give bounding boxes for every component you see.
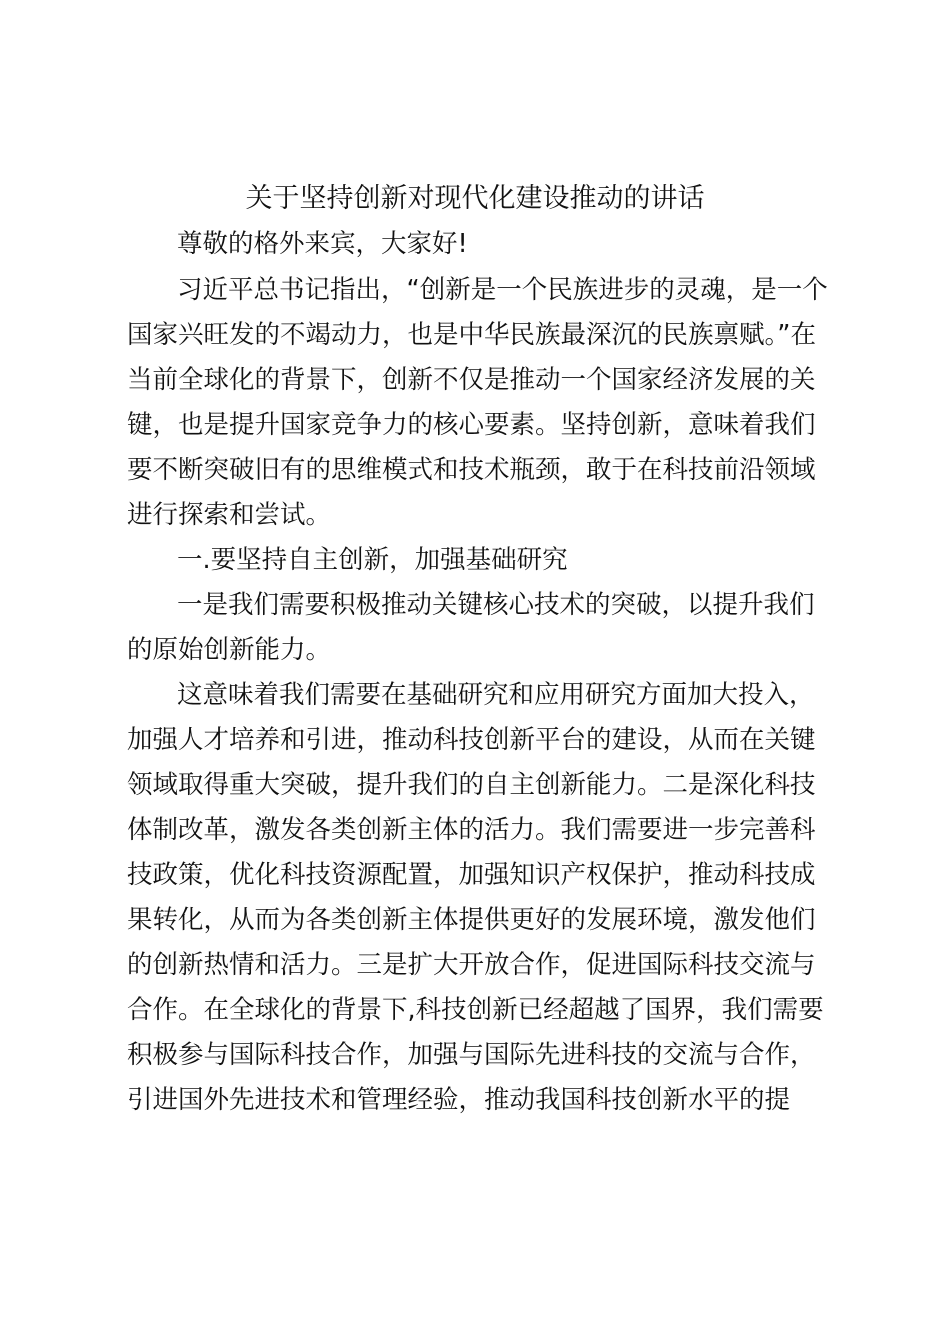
text-line: 习近平总书记指出，“创新是一个民族进步的灵魂，是一个 — [177, 275, 828, 305]
text-line: 键，也是提升国家竞争力的核心要素。坚持创新，意味着我们 — [127, 410, 816, 440]
text-line: 引进国外先进技术和管理经验，推动我国科技创新水平的提 — [127, 1085, 791, 1115]
text-line: 当前全球化的背景下，创新不仅是推动一个国家经济发展的关 — [127, 365, 816, 395]
text-line: 体制改革，激发各类创新主体的活力。我们需要进一步完善科 — [127, 815, 816, 845]
text-line: 进行探索和尝试。 — [127, 500, 332, 530]
greeting-line: 尊敬的格外来宾，大家好! — [177, 229, 468, 259]
text-line: 加强人才培养和引进，推动科技创新平台的建设，从而在关键 — [127, 725, 816, 755]
text-line: 要不断突破旧有的思维模式和技术瓶颈，敢于在科技前沿领域 — [127, 455, 816, 485]
document-title: 关于坚持创新对现代化建设推动的讲话 — [245, 183, 705, 214]
text-line: 的原始创新能力。 — [127, 635, 332, 665]
text-line: 的创新热情和活力。三是扩大开放合作，促进国际科技交流与 — [127, 950, 816, 980]
text-line: 果转化，从而为各类创新主体提供更好的发展环境，激发他们 — [127, 905, 816, 935]
section-heading: 一.要坚持自主创新，加强基础研究 — [177, 545, 568, 575]
text-line: 合作。在全球化的背景下,科技创新已经超越了国界，我们需要 — [127, 995, 824, 1025]
text-line: 技政策，优化科技资源配置，加强知识产权保护，推动科技成 — [127, 860, 816, 890]
text-line: 国家兴旺发的不竭动力，也是中华民族最深沉的民族禀赋。”在 — [127, 320, 816, 350]
text-line: 积极参与国际科技合作，加强与国际先进科技的交流与合作， — [127, 1040, 816, 1070]
text-line: 一是我们需要积极推动关键核心技术的突破，以提升我们 — [177, 590, 815, 620]
text-line: 这意味着我们需要在基础研究和应用研究方面加大投入， — [177, 680, 815, 710]
text-line: 领域取得重大突破，提升我们的自主创新能力。二是深化科技 — [127, 770, 816, 800]
